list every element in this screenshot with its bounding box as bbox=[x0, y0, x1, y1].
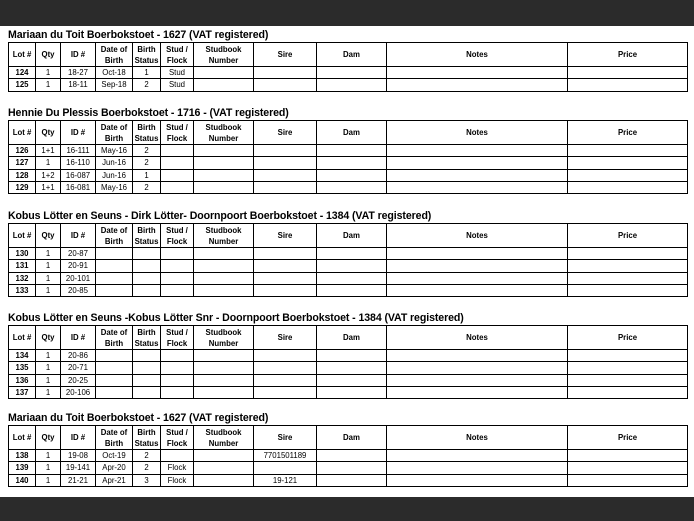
col-header-lot: Lot # bbox=[9, 224, 36, 248]
cell-id: 16-081 bbox=[61, 181, 96, 193]
cell-birth-status: 3 bbox=[133, 474, 161, 486]
col-header-dam: Dam bbox=[317, 43, 387, 67]
col-header-stud-flock: Stud / Flock bbox=[161, 43, 194, 67]
table-row bbox=[9, 462, 688, 474]
cell-dam bbox=[317, 145, 387, 157]
cell-dam bbox=[317, 350, 387, 362]
table-row bbox=[9, 362, 688, 374]
col-header-qty: Qty bbox=[36, 121, 61, 145]
cell-notes bbox=[387, 272, 568, 284]
cell-stud-flock bbox=[161, 181, 194, 193]
cell-price bbox=[568, 350, 688, 362]
cell-dob: Jun-16 bbox=[96, 157, 133, 169]
col-header-birth-status: Birth Status bbox=[133, 326, 161, 350]
cell-dam bbox=[317, 181, 387, 193]
col-header-dob: Date of Birth bbox=[96, 426, 133, 450]
col-header-id: ID # bbox=[61, 121, 96, 145]
cell-dob: May-16 bbox=[96, 181, 133, 193]
cell-sire bbox=[254, 169, 317, 181]
cell-dob bbox=[96, 272, 133, 284]
cell-stud-flock bbox=[161, 248, 194, 260]
header-row bbox=[9, 326, 688, 350]
lot-table bbox=[8, 325, 688, 399]
cell-stud-flock: Flock bbox=[161, 474, 194, 486]
col-header-qty: Qty bbox=[36, 43, 61, 67]
col-header-stud-flock: Stud / Flock bbox=[161, 121, 194, 145]
section-title: Kobus Lötter en Seuns - Dirk Lötter- Doornpoort Boerbokstoet - 1384 (VAT registered) bbox=[8, 210, 432, 222]
col-header-dob: Date of Birth bbox=[96, 224, 133, 248]
cell-studbook bbox=[194, 79, 254, 91]
cell-birth-status: 2 bbox=[133, 181, 161, 193]
cell-notes bbox=[387, 474, 568, 486]
cell-qty: 1 bbox=[36, 260, 61, 272]
cell-id: 16-110 bbox=[61, 157, 96, 169]
cell-stud-flock bbox=[161, 145, 194, 157]
cell-lot: 140 bbox=[9, 474, 36, 486]
cell-sire bbox=[254, 157, 317, 169]
col-header-id: ID # bbox=[61, 426, 96, 450]
cell-lot: 129 bbox=[9, 181, 36, 193]
cell-dam bbox=[317, 169, 387, 181]
cell-price bbox=[568, 169, 688, 181]
cell-birth-status bbox=[133, 362, 161, 374]
cell-birth-status: 1 bbox=[133, 67, 161, 79]
cell-price bbox=[568, 386, 688, 398]
table-row bbox=[9, 374, 688, 386]
cell-birth-status: 2 bbox=[133, 450, 161, 462]
cell-lot: 135 bbox=[9, 362, 36, 374]
section-title: Kobus Lötter en Seuns -Kobus Lötter Snr - Doornpoort Boerbokstoet - 1384 (VAT registered) bbox=[8, 312, 464, 324]
col-header-price: Price bbox=[568, 121, 688, 145]
cell-qty: 1 bbox=[36, 272, 61, 284]
table-row bbox=[9, 248, 688, 260]
cell-lot: 136 bbox=[9, 374, 36, 386]
col-header-qty: Qty bbox=[36, 426, 61, 450]
cell-qty: 1 bbox=[36, 350, 61, 362]
cell-qty: 1+1 bbox=[36, 145, 61, 157]
table-row bbox=[9, 284, 688, 296]
cell-id: 19-08 bbox=[61, 450, 96, 462]
cell-dam bbox=[317, 462, 387, 474]
col-header-id: ID # bbox=[61, 224, 96, 248]
header-row bbox=[9, 43, 688, 67]
cell-price bbox=[568, 67, 688, 79]
col-header-lot: Lot # bbox=[9, 43, 36, 67]
col-header-studbook: Studbook Number bbox=[194, 43, 254, 67]
cell-dam bbox=[317, 284, 387, 296]
cell-dob bbox=[96, 374, 133, 386]
cell-stud-flock: Stud bbox=[161, 79, 194, 91]
cell-birth-status bbox=[133, 374, 161, 386]
cell-dob: Apr-21 bbox=[96, 474, 133, 486]
section-1 bbox=[8, 28, 688, 92]
col-header-notes: Notes bbox=[387, 426, 568, 450]
cell-notes bbox=[387, 248, 568, 260]
cell-sire bbox=[254, 145, 317, 157]
table-row bbox=[9, 145, 688, 157]
cell-birth-status bbox=[133, 386, 161, 398]
cell-lot: 128 bbox=[9, 169, 36, 181]
cell-notes bbox=[387, 181, 568, 193]
cell-notes bbox=[387, 169, 568, 181]
cell-birth-status: 2 bbox=[133, 462, 161, 474]
cell-stud-flock bbox=[161, 386, 194, 398]
cell-lot: 124 bbox=[9, 67, 36, 79]
cell-dam bbox=[317, 79, 387, 91]
cell-sire bbox=[254, 386, 317, 398]
cell-notes bbox=[387, 145, 568, 157]
cell-notes bbox=[387, 450, 568, 462]
cell-stud-flock bbox=[161, 374, 194, 386]
cell-id: 18-11 bbox=[61, 79, 96, 91]
cell-sire bbox=[254, 362, 317, 374]
col-header-dam: Dam bbox=[317, 326, 387, 350]
table-row bbox=[9, 386, 688, 398]
cell-price bbox=[568, 157, 688, 169]
cell-qty: 1 bbox=[36, 374, 61, 386]
cell-dam bbox=[317, 272, 387, 284]
cell-studbook bbox=[194, 362, 254, 374]
lot-table bbox=[8, 223, 688, 297]
cell-sire bbox=[254, 284, 317, 296]
cell-lot: 130 bbox=[9, 248, 36, 260]
cell-dam bbox=[317, 260, 387, 272]
cell-sire bbox=[254, 67, 317, 79]
col-header-notes: Notes bbox=[387, 121, 568, 145]
cell-price bbox=[568, 79, 688, 91]
col-header-notes: Notes bbox=[387, 43, 568, 67]
cell-price bbox=[568, 260, 688, 272]
cell-lot: 126 bbox=[9, 145, 36, 157]
col-header-sire: Sire bbox=[254, 426, 317, 450]
cell-birth-status: 2 bbox=[133, 145, 161, 157]
cell-lot: 125 bbox=[9, 79, 36, 91]
cell-notes bbox=[387, 374, 568, 386]
cell-sire bbox=[254, 374, 317, 386]
section-title: Mariaan du Toit Boerbokstoet - 1627 (VAT registered) bbox=[8, 412, 269, 424]
table-row bbox=[9, 181, 688, 193]
lot-table bbox=[8, 120, 688, 194]
col-header-dam: Dam bbox=[317, 121, 387, 145]
col-header-qty: Qty bbox=[36, 326, 61, 350]
cell-price bbox=[568, 284, 688, 296]
header-row bbox=[9, 121, 688, 145]
cell-stud-flock bbox=[161, 272, 194, 284]
cell-dam bbox=[317, 67, 387, 79]
col-header-studbook: Studbook Number bbox=[194, 426, 254, 450]
cell-stud-flock bbox=[161, 350, 194, 362]
cell-birth-status bbox=[133, 248, 161, 260]
col-header-dam: Dam bbox=[317, 426, 387, 450]
cell-notes bbox=[387, 350, 568, 362]
cell-lot: 138 bbox=[9, 450, 36, 462]
cell-notes bbox=[387, 67, 568, 79]
cell-dob bbox=[96, 362, 133, 374]
cell-sire bbox=[254, 462, 317, 474]
table-row bbox=[9, 450, 688, 462]
cell-id: 16-111 bbox=[61, 145, 96, 157]
cell-stud-flock bbox=[161, 157, 194, 169]
cell-studbook bbox=[194, 462, 254, 474]
col-header-sire: Sire bbox=[254, 121, 317, 145]
table-row bbox=[9, 169, 688, 181]
cell-studbook bbox=[194, 181, 254, 193]
cell-dob bbox=[96, 248, 133, 260]
col-header-notes: Notes bbox=[387, 326, 568, 350]
cell-birth-status bbox=[133, 350, 161, 362]
cell-id: 20-71 bbox=[61, 362, 96, 374]
cell-qty: 1 bbox=[36, 79, 61, 91]
section-4 bbox=[8, 311, 688, 399]
table-row bbox=[9, 67, 688, 79]
cell-id: 20-85 bbox=[61, 284, 96, 296]
col-header-price: Price bbox=[568, 43, 688, 67]
cell-stud-flock bbox=[161, 260, 194, 272]
header-row bbox=[9, 426, 688, 450]
cell-id: 16-087 bbox=[61, 169, 96, 181]
cell-studbook bbox=[194, 157, 254, 169]
cell-dob: Apr-20 bbox=[96, 462, 133, 474]
col-header-stud-flock: Stud / Flock bbox=[161, 326, 194, 350]
cell-studbook bbox=[194, 169, 254, 181]
cell-qty: 1 bbox=[36, 386, 61, 398]
cell-notes bbox=[387, 462, 568, 474]
cell-notes bbox=[387, 386, 568, 398]
cell-stud-flock bbox=[161, 450, 194, 462]
cell-id: 20-91 bbox=[61, 260, 96, 272]
col-header-dob: Date of Birth bbox=[96, 43, 133, 67]
cell-price bbox=[568, 374, 688, 386]
cell-studbook bbox=[194, 260, 254, 272]
cell-qty: 1 bbox=[36, 462, 61, 474]
cell-lot: 139 bbox=[9, 462, 36, 474]
col-header-price: Price bbox=[568, 224, 688, 248]
cell-dob: Oct-19 bbox=[96, 450, 133, 462]
cell-lot: 133 bbox=[9, 284, 36, 296]
cell-sire bbox=[254, 260, 317, 272]
cell-stud-flock: Stud bbox=[161, 67, 194, 79]
cell-birth-status: 1 bbox=[133, 169, 161, 181]
col-header-lot: Lot # bbox=[9, 426, 36, 450]
table-row bbox=[9, 272, 688, 284]
lot-table bbox=[8, 425, 688, 487]
cell-dam bbox=[317, 386, 387, 398]
section-title: Mariaan du Toit Boerbokstoet - 1627 (VAT registered) bbox=[8, 29, 269, 41]
cell-lot: 134 bbox=[9, 350, 36, 362]
cell-qty: 1 bbox=[36, 157, 61, 169]
col-header-dam: Dam bbox=[317, 224, 387, 248]
cell-lot: 131 bbox=[9, 260, 36, 272]
cell-price bbox=[568, 450, 688, 462]
cell-studbook bbox=[194, 450, 254, 462]
cell-sire: 19-121 bbox=[254, 474, 317, 486]
table-row bbox=[9, 157, 688, 169]
cell-dam bbox=[317, 450, 387, 462]
cell-qty: 1 bbox=[36, 474, 61, 486]
col-header-price: Price bbox=[568, 326, 688, 350]
col-header-sire: Sire bbox=[254, 326, 317, 350]
cell-qty: 1 bbox=[36, 362, 61, 374]
cell-lot: 137 bbox=[9, 386, 36, 398]
cell-qty: 1+1 bbox=[36, 181, 61, 193]
cell-dam bbox=[317, 474, 387, 486]
col-header-lot: Lot # bbox=[9, 326, 36, 350]
cell-dob bbox=[96, 284, 133, 296]
cell-studbook bbox=[194, 350, 254, 362]
col-header-studbook: Studbook Number bbox=[194, 224, 254, 248]
table-row bbox=[9, 260, 688, 272]
cell-id: 20-86 bbox=[61, 350, 96, 362]
cell-id: 20-101 bbox=[61, 272, 96, 284]
cell-stud-flock bbox=[161, 362, 194, 374]
document-page bbox=[0, 26, 694, 497]
cell-price bbox=[568, 462, 688, 474]
cell-studbook bbox=[194, 374, 254, 386]
cell-price bbox=[568, 362, 688, 374]
cell-qty: 1 bbox=[36, 450, 61, 462]
table-row bbox=[9, 79, 688, 91]
cell-lot: 127 bbox=[9, 157, 36, 169]
cell-dob: Sep-18 bbox=[96, 79, 133, 91]
cell-birth-status bbox=[133, 284, 161, 296]
col-header-price: Price bbox=[568, 426, 688, 450]
cell-studbook bbox=[194, 386, 254, 398]
col-header-studbook: Studbook Number bbox=[194, 121, 254, 145]
col-header-dob: Date of Birth bbox=[96, 326, 133, 350]
cell-stud-flock: Flock bbox=[161, 462, 194, 474]
cell-id: 21-21 bbox=[61, 474, 96, 486]
cell-sire bbox=[254, 248, 317, 260]
cell-price bbox=[568, 145, 688, 157]
col-header-id: ID # bbox=[61, 326, 96, 350]
cell-studbook bbox=[194, 272, 254, 284]
cell-dam bbox=[317, 362, 387, 374]
cell-dam bbox=[317, 248, 387, 260]
cell-studbook bbox=[194, 474, 254, 486]
table-row bbox=[9, 350, 688, 362]
cell-dob: May-16 bbox=[96, 145, 133, 157]
col-header-id: ID # bbox=[61, 43, 96, 67]
cell-dob bbox=[96, 386, 133, 398]
cell-qty: 1+2 bbox=[36, 169, 61, 181]
section-title: Hennie Du Plessis Boerbokstoet - 1716 - (VAT registered) bbox=[8, 107, 289, 119]
col-header-dob: Date of Birth bbox=[96, 121, 133, 145]
col-header-sire: Sire bbox=[254, 43, 317, 67]
cell-sire bbox=[254, 181, 317, 193]
col-header-birth-status: Birth Status bbox=[133, 426, 161, 450]
cell-studbook bbox=[194, 284, 254, 296]
cell-id: 20-25 bbox=[61, 374, 96, 386]
cell-birth-status: 2 bbox=[133, 157, 161, 169]
cell-notes bbox=[387, 362, 568, 374]
cell-birth-status bbox=[133, 260, 161, 272]
col-header-birth-status: Birth Status bbox=[133, 224, 161, 248]
cell-price bbox=[568, 474, 688, 486]
col-header-lot: Lot # bbox=[9, 121, 36, 145]
header-row bbox=[9, 224, 688, 248]
cell-dob: Oct-18 bbox=[96, 67, 133, 79]
cell-birth-status: 2 bbox=[133, 79, 161, 91]
cell-id: 20-106 bbox=[61, 386, 96, 398]
cell-notes bbox=[387, 260, 568, 272]
cell-studbook bbox=[194, 248, 254, 260]
cell-id: 19-141 bbox=[61, 462, 96, 474]
col-header-studbook: Studbook Number bbox=[194, 326, 254, 350]
cell-lot: 132 bbox=[9, 272, 36, 284]
section-5 bbox=[8, 411, 688, 487]
cell-price bbox=[568, 272, 688, 284]
lot-table bbox=[8, 42, 688, 92]
section-2 bbox=[8, 106, 688, 194]
cell-id: 18-27 bbox=[61, 67, 96, 79]
col-header-birth-status: Birth Status bbox=[133, 121, 161, 145]
cell-notes bbox=[387, 284, 568, 296]
cell-sire bbox=[254, 350, 317, 362]
cell-notes bbox=[387, 79, 568, 91]
col-header-birth-status: Birth Status bbox=[133, 43, 161, 67]
cell-qty: 1 bbox=[36, 67, 61, 79]
cell-dam bbox=[317, 374, 387, 386]
cell-birth-status bbox=[133, 272, 161, 284]
section-3 bbox=[8, 209, 688, 297]
table-row bbox=[9, 474, 688, 486]
col-header-notes: Notes bbox=[387, 224, 568, 248]
cell-dob: Jun-16 bbox=[96, 169, 133, 181]
cell-studbook bbox=[194, 145, 254, 157]
col-header-qty: Qty bbox=[36, 224, 61, 248]
cell-dob bbox=[96, 260, 133, 272]
col-header-sire: Sire bbox=[254, 224, 317, 248]
cell-sire bbox=[254, 79, 317, 91]
cell-sire: 7701501189 bbox=[254, 450, 317, 462]
col-header-stud-flock: Stud / Flock bbox=[161, 426, 194, 450]
cell-qty: 1 bbox=[36, 248, 61, 260]
cell-price bbox=[568, 181, 688, 193]
cell-qty: 1 bbox=[36, 284, 61, 296]
cell-price bbox=[568, 248, 688, 260]
cell-notes bbox=[387, 157, 568, 169]
cell-sire bbox=[254, 272, 317, 284]
cell-stud-flock bbox=[161, 284, 194, 296]
cell-id: 20-87 bbox=[61, 248, 96, 260]
cell-dam bbox=[317, 157, 387, 169]
cell-dob bbox=[96, 350, 133, 362]
cell-studbook bbox=[194, 67, 254, 79]
cell-stud-flock bbox=[161, 169, 194, 181]
col-header-stud-flock: Stud / Flock bbox=[161, 224, 194, 248]
